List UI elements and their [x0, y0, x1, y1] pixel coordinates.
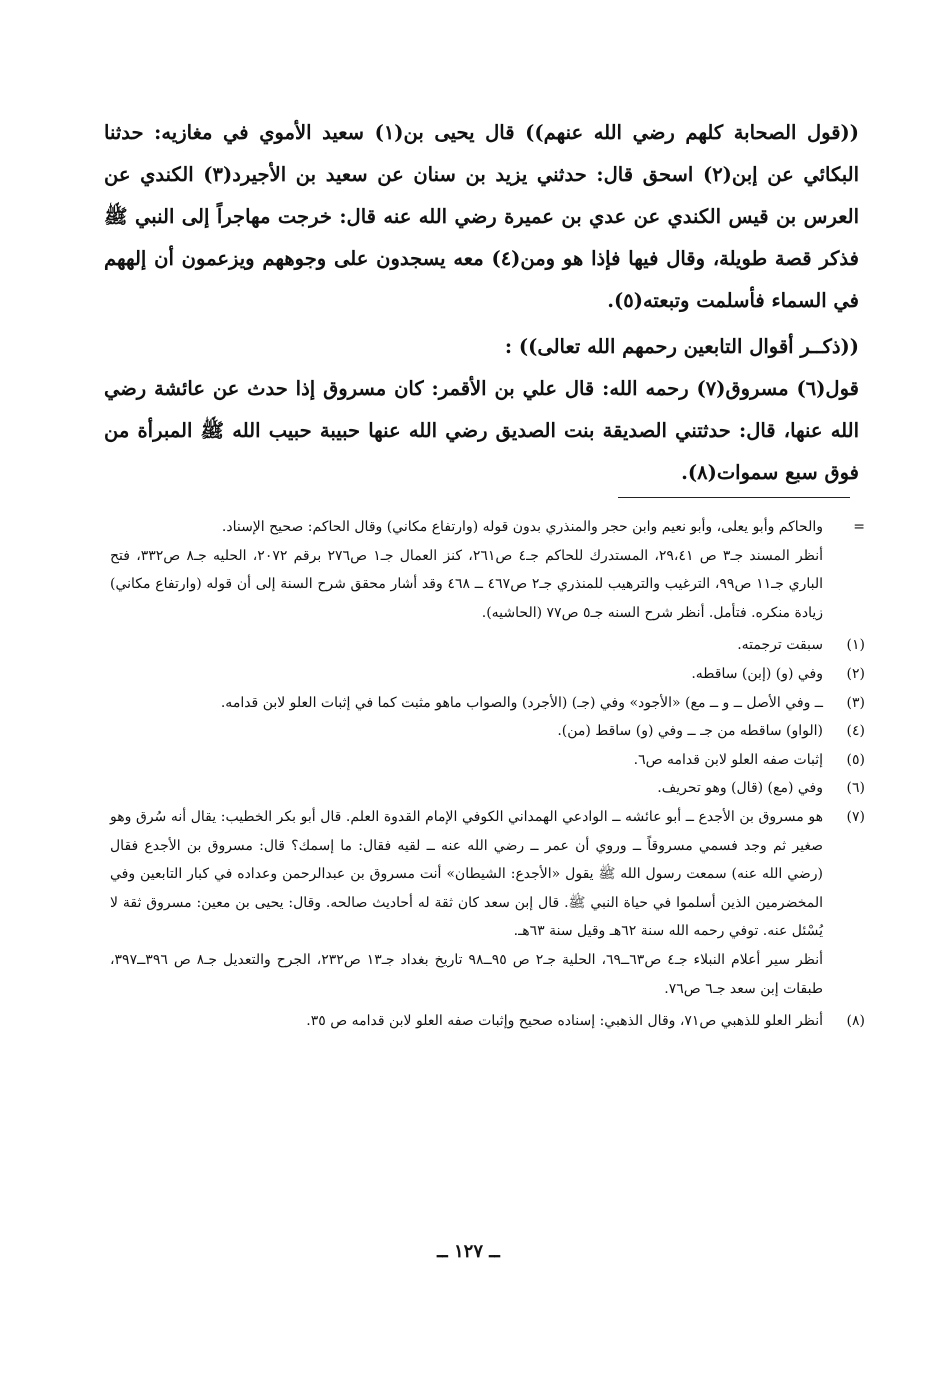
paragraph-companions: ((قول الصحابة كلهم رضي الله عنهم)) قال يحيى بن(١) سعيد الأموي في مغازيه: حدثنا البكائي عن إبن(٢) اسحق قال: حدثني يزيد بن سنان عن سعيد بن الأجيرد(٣) الكندي عن العرس بن قيس الكندي عن عدي بن عميرة رضي الله عنه قال: خرجت مهاجراً إلى النبي ﷺ فذكر قصة طويلة، وقال فيها فإذا هو ومن(٤) معه يسجدون على وجوههم ويزعمون أن إلههم في السماء فأسلمت وتبعته(٥).	[104, 121, 859, 312]
footnote-number: (٥)	[846, 751, 865, 768]
footnote-continuation	[110, 513, 865, 627]
footnote-number: (٧)	[846, 808, 865, 825]
footnote-8	[110, 1007, 865, 1036]
main-text	[104, 112, 859, 494]
footnotes	[110, 513, 865, 1036]
paragraph-masruq: قول(٦) مسروق(٧) رحمه الله: قال علي بن الأقمر: كان مسروق إذا حدث عن عائشة رضي الله عنها، قال: حدثتني الصديقة بنت الصديق رضي الله عنها حبيبة حبيب الله ﷺ المبرأة من فوق سبع سموات(٨).	[104, 377, 859, 484]
footnote-number: (٢)	[846, 665, 865, 682]
footnote-5	[110, 746, 865, 775]
continuation-line-1: والحاكم وأبو يعلى، وأبو نعيم وابن حجر والمنذري بدون قوله (وارتفاع مكاني) وقال الحاكم: صحيح الإسناد.	[221, 519, 823, 535]
footnote-number: (٣)	[846, 694, 865, 711]
footnote-number: (١)	[846, 637, 865, 654]
footnote-text: وفي (و) (إبن) ساقطه.	[691, 665, 823, 682]
footnote-text: ــ وفي الأصل ــ و ــ مع) «الأجود» وفي (جـ) (الأجرد) والصواب ماهو مثبت كما في إثبات العلو لابن قدامه.	[220, 694, 823, 711]
footnote-4	[110, 717, 865, 746]
footnote-text: هو مسروق بن الأجدع ــ أبو عائشه ــ الوادعي الهمداني الكوفي الإمام القدوة العلم. قال أبو بكر الخطيب: يقال أنه سُرق وهو صغير ثم وجد فسمي مسروقاً ــ وروي أن عمر ــ رضي الله عنه ــ لقيه فقال: ما إسمك؟ قال: مسروق بن الأجدع فقال (رضي الله عنه) سمعت رسول الله ﷺ يقول «الأجدع: الشيطان» أنت مسروق بن عبدالرحمن وعداده في كبار التابعين وفي المخضرمين الذين أسلموا في حياة النبي ﷺ. قال إبن سعد كان ثقة له أحاديث صالحه. وقال: يحيى بن معين: مسروق ثقة لا يُسْئل عنه. توفي رحمه الله سنة ٦٢هـ وقيل سنة ٦٣هـ.	[110, 808, 823, 940]
continuation-line-2: أنظر المسند جـ٣ ص ٢٩،٤١، المستدرك للحاكم جـ٤ ص٢٦١، كنز العمال جـ١ ص٢٧٦ برقم ٢٠٧٢، الحليه جـ٨ ص٣٣٢، فتح الباري جـ١١ ص٩٩، الترغيب والترهيب للمنذري جـ٢ ص٤٦٧ ــ ٤٦٨ وقد أشار محقق شرح السنة إلى أن قوله (وارتفاع مكاني) زيادة منكره. فتأمل. أنظر شرح السنه جـ٥ ص٧٧ (الحاشيه).	[110, 547, 823, 621]
footnote-text: إثبات صفه العلو لابن قدامه ص٦.	[633, 751, 823, 768]
footnote-references: أنظر سير أعلام النبلاء جـ٤ ص٦٣ــ٦٩، الحلية جـ٢ ص ٩٥ــ٩٨ تاريخ بغداد جـ١٣ ص٢٣٢، الجرح والتعديل جـ٨ ص ٣٩٦ــ٣٩٧، طبقات إبن سعد جـ٦ ص٧٦.	[110, 951, 823, 997]
footnote-1	[110, 631, 865, 660]
footnote-text: (الواو) ساقطه من جـ ــ وفي (و) ساقط (من).	[557, 723, 823, 740]
footnote-2	[110, 660, 865, 689]
section-heading-tabiin: ((ذكــر أقوال التابعين رحمهم الله تعالى)) :	[504, 335, 859, 358]
footnote-separator	[618, 497, 850, 498]
footnote-3	[110, 689, 865, 718]
footnote-number: (٤)	[846, 723, 865, 740]
footnote-number: (٨)	[846, 1013, 865, 1030]
footnote-text: وفي (مع) (قال) وهو تحريف.	[657, 780, 823, 797]
footnote-number: (٦)	[846, 780, 865, 797]
continuation-marker: =	[853, 519, 865, 535]
footnote-text: سبقت ترجمته.	[737, 637, 823, 654]
footnote-6	[110, 774, 865, 803]
footnote-7	[110, 803, 865, 1003]
page-number: ــ ١٢٧ ــ	[437, 1241, 500, 1262]
footnote-text: أنظر العلو للذهبي ص٧١، وقال الذهبي: إسناده صحيح وإثبات صفه العلو لابن قدامه ص ٣٥.	[306, 1013, 823, 1030]
